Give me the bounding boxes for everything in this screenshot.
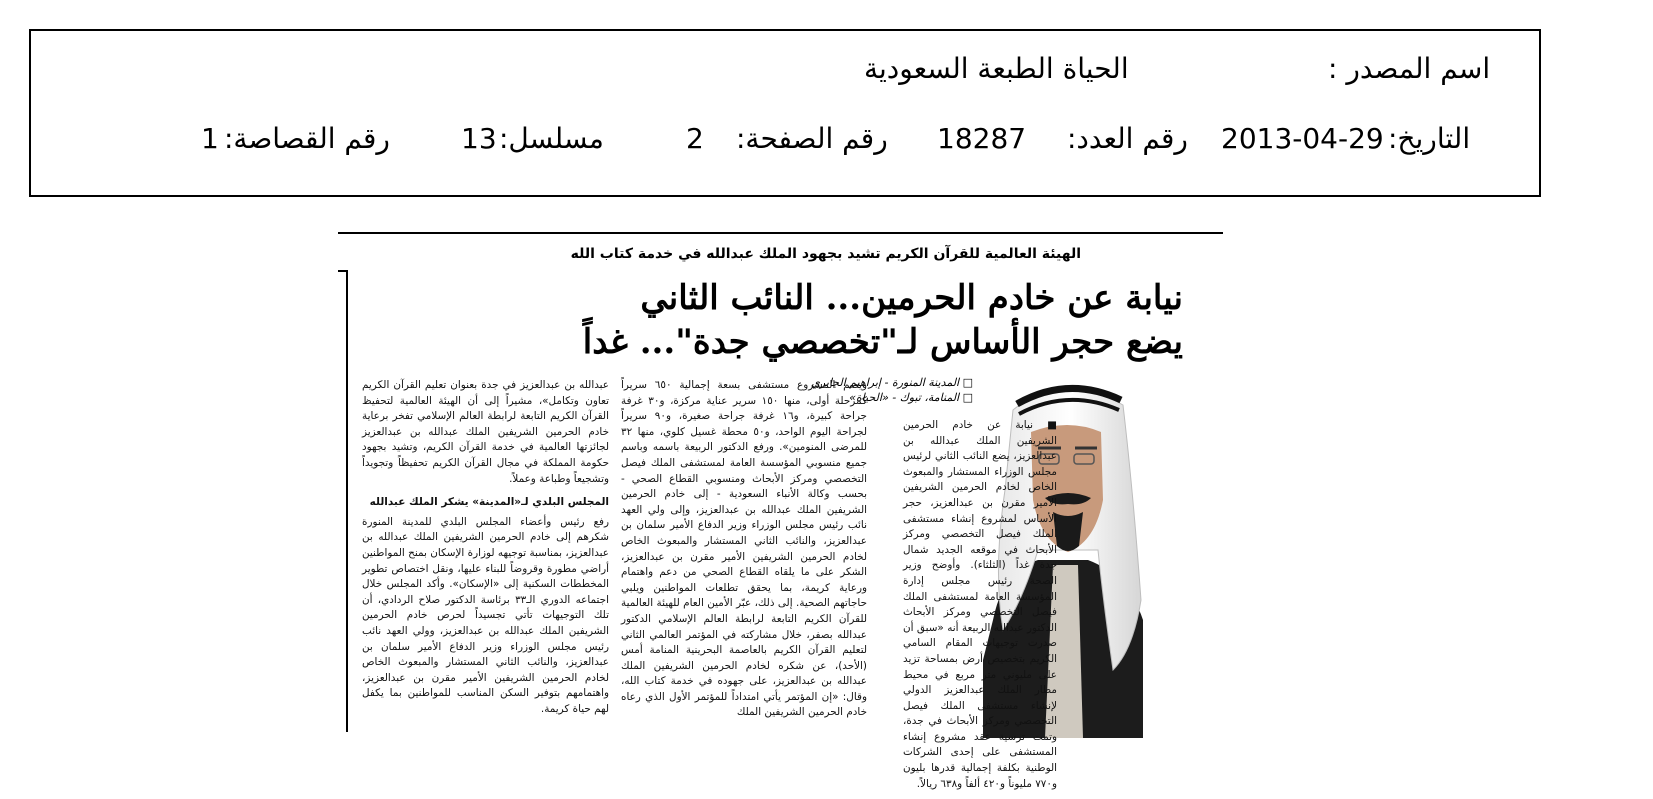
article-column-2: ويضم المشروع مستشفى بسعة إجمالية ٦٥٠ سريراً كمرحلة أولى، منها ١٥٠ سرير عناية مركزة، و٣٠ غرفة جراحة كبيرة، و١٦ غرفة جراحة صغيرة، و٩٠ سريراً لجراحة اليوم الواحد، و٥٠ محطة غسيل كلوي، منها ٣٢ للمرضى المنومين». ورفع الدكتور الربيعة باسمه وباسم جميع منسوبي المؤسسة العامة لمستشفى الملك فيصل التخصصي ومركز الأبحاث ومنسوبي القطاع الصحي - بحسب وكالة الأنباء السعودية - إلى خادم الحرمين الشريفين الملك عبدالله بن عبدالعزيز، وإلى ولي العهد نائب رئيس مجلس الوزراء وزير الدفاع الأمير سلمان بن عبدالعزيز، والنائب الثاني المستشار والمبعوث الخاص لخادم الحرمين الشريفين الأمير مقرن بن عبدالعزيز، الشكر على ما يلقاه القطاع الصحي من دعم واهتمام ورعاية كريمة، بما يحقق تطلعات المواطنين ويلبي حاجاتهم الصحية. إلى ذلك، عبّر الأمين العام للهيئة العالمية للقرآن الكريم التابعة لرابطة العالم الإسلامي الدكتور عبدالله بصفر، خلال مشاركته في المؤتمر العالمي الثاني لتعليم القرآن الكريم بالعاصمة البحرينية المنامة أمس (الأحد)، عن شكره لخادم الحرمين الشريفين الملك عبدالله بن عبدالعزيز، على جهوده في خدمة كتاب الله، وقال: «إن المؤتمر يأتي امتداداً للمؤتمر الأول الذي رعاه خادم الحرمين الشريفين الملك [621,379,867,719]
serial-label: مسلسل: [499,122,604,155]
byline-line-1: □ المدينة المنورة - إبراهيم الجابري [811,376,973,389]
article-kicker: الهيئة العالمية للقرآن الكريم تشيد بجهود الملك عبدالله في خدمة كتاب الله [570,246,1081,262]
clip-value: 1 [201,122,219,155]
metadata-box [29,29,1541,197]
clip-label: رقم القصاصة: [224,122,390,155]
headline-line-2: يضع حجر الأساس لـ"تخصصي جدة"... غداً [582,322,1183,362]
article-column-1: ■ نيابة عن خادم الحرمين الشريفين الملك عبدالله بن عبدالعزيز، يضع النائب الثاني لرئيس مجلس الوزراء المستشار والمبعوث الخاص لخادم الحرمين الشريفين الأمير مقرن بن عبدالعزيز، حجر الأساس لمشروع إنشاء مستشفى الملك فيصل التخصصي ومركز الأبحاث في موقعه الجديد شمال جدة غداً (الثلثاء). وأوضح وزير الصحة رئيس مجلس إدارة المؤسسة العامة لمستشفى الملك فيصل التخصصي ومركز الأبحاث الدكتور عبدالله الربيعة أنه «سبق أن صدرت توجيهات المقام السامي الكريم بتخصيص أرض بمساحة تزيد على مليوني متر مربع في محيط مطار الملك عبدالعزيز الدولي لإنشاء مستشفى الملك فيصل التخصصي ومركز الأبحاث في جدة، وتمت ترسية عقد مشروع إنشاء المستشفى على إحدى الشركات الوطنية بكلفة إجمالية قدرها بليون و٧٧٠ مليوناً و٤٢٠ ألفاً و٦٣٨ ريالاً. [903,419,1057,790]
issue-value: 18287 [937,122,1027,155]
byline-line-2: □ المنامة، تبوك - «الحياة» [849,391,973,404]
headline-line-1: نيابة عن خادم الحرمين... النائب الثاني [640,278,1183,318]
page-label: رقم الصفحة: [736,122,888,155]
date-label: التاريخ: [1388,122,1471,155]
date-value: 2013-04-29 [1221,122,1384,155]
source-value: الحياة الطبعة السعودية [864,52,1129,85]
serial-value: 13 [461,122,497,155]
source-label: اسم المصدر : [1328,52,1491,85]
side-rule [346,270,348,732]
article-column-3 [362,378,609,736]
issue-label: رقم العدد: [1067,122,1188,155]
page-value: 2 [686,122,704,155]
column-3-continuation: رفع رئيس وأعضاء المجلس البلدي للمدينة المنورة شكرهم إلى خادم الحرمين الشريفين الملك عبدالله بن عبدالعزيز، بمناسبة توجيهه لوزارة الإسكان بمنح المواطنين أراضي مطورة وقروضاً للبناء عليها، ونقل اختصاص تطوير المخططات السكنية إلى «الإسكان». وأكد المجلس خلال اجتماعه الدوري الـ٣٣ برئاسة الدكتور صلاح الردادي، أن تلك التوجيهات تأتي تجسيداً لحرص خادم الحرمين الشريفين الملك عبدالله بن عبدالعزيز، وولي العهد نائب رئيس مجلس الوزراء وزير الدفاع الأمير سلمان بن عبدالعزيز، والنائب الثاني المستشار والمبعوث الخاص لخادم الحرمين الشريفين الأمير مقرن بن عبدالعزيز، واهتمامهم بتوفير السكن المناسب للمواطنين بما يكفل لهم حياة كريمة. [362,515,609,715]
column-3-subhead: المجلس البلدي لـ«المدينة» يشكر الملك عبدالله [369,496,609,509]
top-rule [338,232,1223,234]
column-3-text: عبدالله بن عبدالعزيز في جدة بعنوان تعليم القرآن الكريم تعاون وتكامل»، مشيراً إلى أن الهيئة العالمية لتحفيظ القرآن الكريم التابعة لرابطة العالم الإسلامي تفخر برعاية خادم الحرمين الشريفين الملك عبدالله بن عبدالعزيز لجائزتها العالمية في خدمة القرآن الكريم، وتشيد بجهود حكومة المملكة في مجال القرآن الكريم تحفيظاً وتجويداً وتشجيعاً وطباعة وعملاً. [362,379,609,485]
side-rule-tick [338,270,348,272]
newspaper-clipping [338,232,1223,790]
